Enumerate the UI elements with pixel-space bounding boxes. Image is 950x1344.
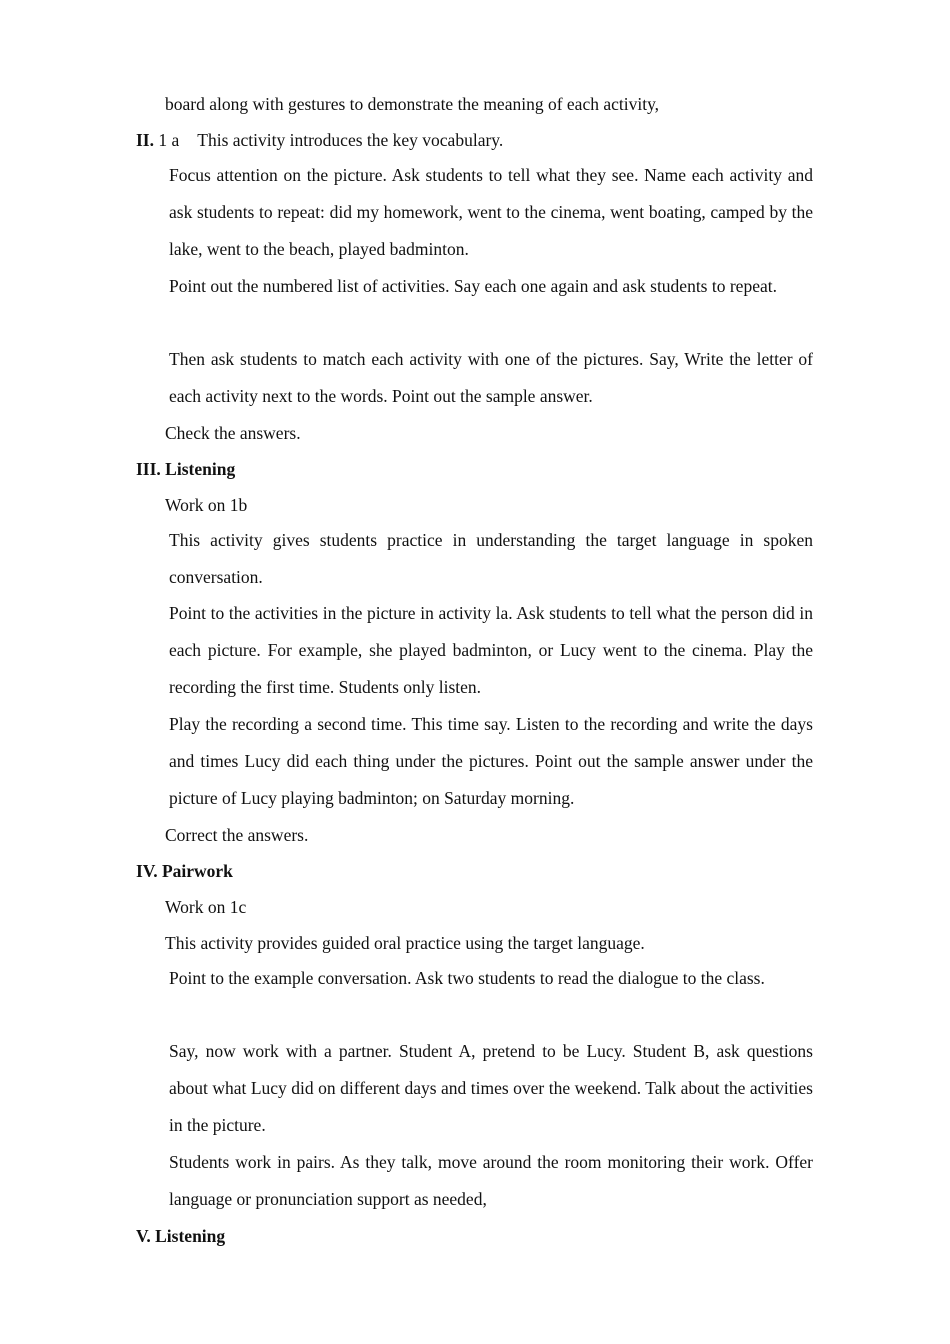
- section-2-paragraph-1: Focus attention on the picture. Ask students to tell what they see. Name each activity and ask students to repeat: did my homework, went to the cinema, went boating, camped by the lake, went to the beach, played badminton.: [169, 165, 813, 259]
- section-4-work: Work on 1c: [165, 897, 247, 917]
- section-2-check: Check the answers.: [165, 423, 301, 443]
- section-2-number: II.: [136, 130, 154, 150]
- section-2-text: This activity introduces the key vocabulary.: [197, 130, 504, 150]
- section-2-paragraph-2: Point out the numbered list of activities. Say each one again and ask students to repeat.: [169, 276, 777, 296]
- section-3-paragraph-1: This activity gives students practice in understanding the target language in spoken conversation.: [169, 530, 813, 587]
- intro-continuation: board along with gestures to demonstrate the meaning of each activity,: [165, 94, 660, 114]
- section-2-label: 1 a: [158, 130, 180, 150]
- section-4-paragraph-2: Say, now work with a partner. Student A, pretend to be Lucy. Student B, ask questions about what Lucy did on different days and times over the weekend. Talk about the activities in the picture.: [169, 1041, 813, 1135]
- section-4-heading: IV. Pairwork: [136, 861, 233, 881]
- section-3-work: Work on 1b: [165, 495, 248, 515]
- section-3-paragraph-3: Play the recording a second time. This time say. Listen to the recording and write the days and times Lucy did each thing under the pictures. Point out the sample answer under the picture of Lucy playing badminton; on Saturday morning.: [169, 714, 813, 808]
- section-5-heading: V. Listening: [136, 1226, 226, 1246]
- section-2-heading: [136, 129, 503, 151]
- section-3-correct: Correct the answers.: [165, 825, 309, 845]
- section-4-text: This activity provides guided oral practice using the target language.: [165, 933, 645, 953]
- section-3-heading: III. Listening: [136, 459, 236, 479]
- section-3-paragraph-2: Point to the activities in the picture in activity la. Ask students to tell what the person did in each picture. For example, she played badminton, or Lucy went to the cinema. Play the recording the first time. Students only listen.: [169, 603, 813, 697]
- section-4-paragraph-1: Point to the example conversation. Ask two students to read the dialogue to the class.: [169, 968, 765, 988]
- section-2-paragraph-3: Then ask students to match each activity with one of the pictures. Say, Write the letter of each activity next to the words. Point out the sample answer.: [169, 349, 813, 406]
- section-4-paragraph-3: Students work in pairs. As they talk, move around the room monitoring their work. Offer language or pronunciation support as needed,: [169, 1152, 813, 1209]
